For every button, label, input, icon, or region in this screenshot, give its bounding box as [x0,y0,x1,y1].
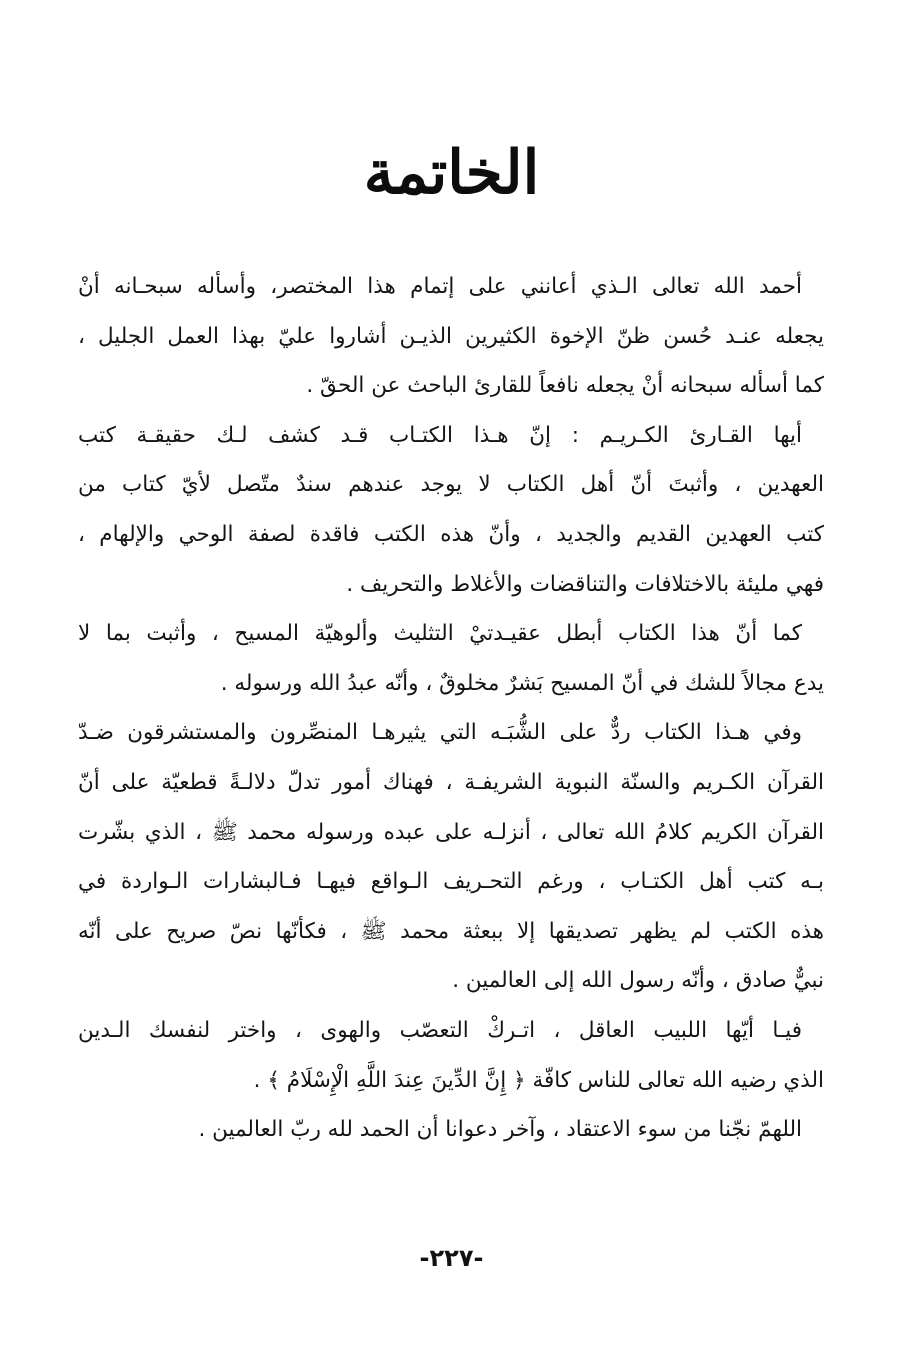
paragraph [78,609,824,708]
paragraph [78,708,824,1006]
text-line: نبيٌّ صادق ، وأنّه رسول الله إلى العالمين . [452,968,824,994]
text-line: فهي مليئة بالاختلافات والتناقضات والأغلاط والتحريف . [346,571,824,597]
text-line: القرآن الكـريم والسنّة النبوية الشريفـة ، فهناك أمور تدلّ دلالـةً قطعيّة على أنّ [78,769,824,795]
chapter-title: الخاتمة [363,138,540,208]
text-line: كما أنّ هذا الكتاب أبطل عقيـدتيْ التثليث وألوهيّة المسيح ، وأثبت بما لا [78,621,802,647]
body-text [78,262,824,1155]
paragraph [78,262,824,411]
text-line: الذي رضيه الله تعالى للناس كافّة ﴿ إِنَّ الدِّينَ عِندَ اللَّهِ الْإِسْلَامُ ﴾ . [253,1067,824,1093]
paragraph [78,1006,824,1105]
text-line: كتب العهدين القديم والجديد ، وأنّ هذه الكتب فاقدة لصفة الوحي والإلهام ، [78,521,824,547]
text-line: اللهمّ نجّنا من سوء الاعتقاد ، وآخر دعوانا أن الحمد لله ربّ العالمين . [198,1117,802,1143]
text-line: بـه كتب أهل الكتـاب ، ورغم التحـريف الـواقع فيهـا فـالبشارات الـواردة في [78,869,824,895]
text-line: فيـا أيّها اللبيب العاقل ، اتـركْ التعصّب والهوى ، واختر لنفسك الـدين [78,1017,802,1043]
text-line: القرآن الكريم كلامُ الله تعالى ، أنزلـه على عبده ورسوله محمد ﷺ ، الذي بشّرت [78,819,824,845]
text-line: يدع مجالاً للشك في أنّ المسيح بَشرٌ مخلوقٌ ، وأنّه عبدُ الله ورسوله . [220,670,824,696]
page-number: -٢٢٧- [419,1244,484,1272]
text-line: هذه الكتب لم يظهر تصديقها إلا ببعثة محمد ﷺ ، فكأنّها نصّ صريح على أنّه [78,918,824,944]
text-line: يجعله عنـد حُسن ظنّ الإخوة الكثيرين الذيـن أشاروا عليّ بهذا العمل الجليل ، [78,323,824,349]
text-line: وفي هـذا الكتاب ردٌّ على الشُّبَـه التي يثيرهـا المنصِّرون والمستشرقون ضـدّ [78,720,802,746]
text-line: كما أسأله سبحانه أنْ يجعله نافعاً للقارئ الباحث عن الحقّ . [306,373,824,399]
paragraph [78,1105,824,1155]
text-line: أيها القـارئ الكـريـم : إنّ هـذا الكتـاب قـد كشف لـك حقيقـة كتب [78,422,802,448]
text-line: أحمد الله تعالى الـذي أعانني على إتمام هذا المختصر، وأسأله سبحـانه أنْ [78,274,802,299]
text-line: العهدين ، وأثبتَ أنّ أهل الكتاب لا يوجد عندهم سندٌ متّصل لأيّ كتاب من [78,472,824,498]
paragraph [78,411,824,609]
